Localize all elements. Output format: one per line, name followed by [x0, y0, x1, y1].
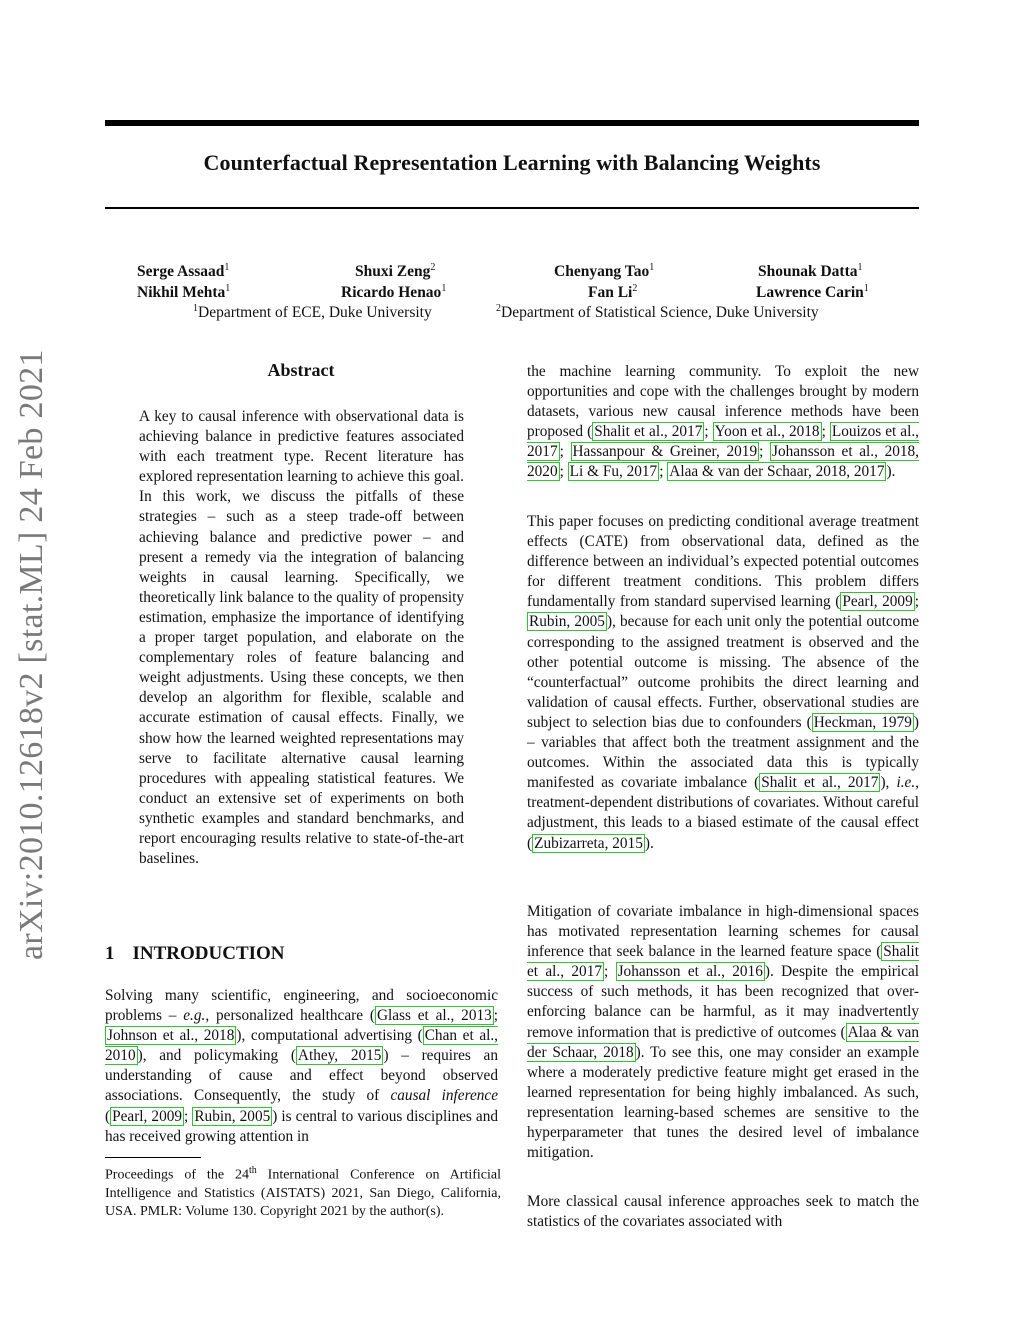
- citation-link[interactable]: Shalit et al., 2017: [527, 943, 919, 981]
- top-rule: [105, 120, 919, 126]
- footnote: Proceedings of the 24th International Conference on Artificial Intelligence and Statistics (AISTATS) 2021, San Diego, California, USA. PMLR: Volume 130. Copyright 2021 by the author(s).: [105, 1165, 501, 1219]
- citation-link[interactable]: Shalit et al., 2017: [594, 423, 703, 441]
- citation-link[interactable]: Zubizarreta, 2015: [534, 834, 643, 852]
- citation-link[interactable]: Rubin, 2005: [529, 613, 605, 631]
- citation-link[interactable]: Alaa & van der Schaar, 2018, 2017: [669, 463, 885, 481]
- author-name: Chenyang Tao$^1$: [554, 262, 655, 281]
- author-name: Shounak Datta$^1$: [758, 262, 863, 281]
- arxiv-stamp: arXiv:2010.12618v2 [stat.ML] 24 Feb 2021: [13, 349, 50, 960]
- author-name: Shuxi Zeng$^2$: [355, 262, 436, 281]
- paper-title: Counterfactual Representation Learning with Balancing Weights: [203, 150, 821, 175]
- title-rule: [105, 207, 919, 209]
- affiliation: $^2$Department of Statistical Science, Duke University: [496, 303, 819, 322]
- citation-link[interactable]: Yoon et al., 2018: [714, 423, 820, 441]
- citation-link[interactable]: Alaa & van der Schaar, 2018: [527, 1023, 919, 1061]
- right-paragraph-4: More classical causal inference approaches seek to match the statistics of the covariates associated with: [527, 1193, 919, 1231]
- right-paragraph-1: the machine learning community. To exploit the new opportunities and cope with the challenges brought by modern datasets, various new causal inference methods have been proposed ( Shalit et al., 2017 ; Yoon et al., 2018 ; Louizos et al., 2017 ; Hassanpour & Greiner, 2019 ; Johansson et al., 2018, 2020 ; Li & Fu, 2017 ; Alaa & van der Schaar, 2018, 2017 ).: [527, 363, 919, 481]
- citation-link[interactable]: Pearl, 2009: [842, 593, 913, 611]
- citation-link[interactable]: Heckman, 1979: [813, 713, 912, 731]
- citation-link[interactable]: Glass et al., 2013: [376, 1007, 492, 1025]
- abstract-text: A key to causal inference with observational data is achieving balance in predictive features associated with each treatment type. Recent literature has explored representation learning to achieve this goal. In this work, we discuss the pitfalls of these strategies – such as a steep trade-off between achieving balance and predictive power – and present a remedy via the integration of balancing weights in causal learning. Specifically, we theoretically link balance to the quality of propensity estimation, emphasize the importance of identifying a proper target population, and elaborate on the complementary roles of feature balancing and weight adjustments. Using these concepts, we then develop an algorithm for flexible, scalable and accurate estimation of causal effects. Finally, we show how the learned weighted representations may serve to facilitate alternative causal learning procedures with appealing statistical features. We conduct an extensive set of experiments on both synthetic examples and standard benchmarks, and report encouraging results relative to state-of-the-art baselines.: [139, 408, 464, 868]
- affiliation: $^1$Department of ECE, Duke University: [193, 303, 432, 322]
- citation-link[interactable]: Johnson et al., 2018: [107, 1027, 235, 1045]
- citation-link[interactable]: Athey, 2015: [297, 1047, 382, 1065]
- citation-link[interactable]: Johansson et al., 2016: [617, 963, 763, 981]
- right-paragraph-3: Mitigation of covariate imbalance in high-dimensional spaces has motivated representation learning schemes for causal inference that seek balance in the learned feature space ( Shalit et al., 2017 ; Johansson et al., 2016 ). Despite the empirical success of such methods, it has been recognized that over-enforcing balance can be harmful, as it may inadvertently remove information that is predictive of outcomes ( Alaa & van der Schaar, 2018 ). To see this, one may consider an example where a moderately predictive feature might get erased in the learned representation for being highly imbalanced. As such, representation learning-based schemes are sensitive to the hyperparameter that tunes the desired level of imbalance mitigation.: [527, 903, 919, 1162]
- abstract-heading: Abstract: [267, 360, 335, 380]
- author-name: Ricardo Henao$^1$: [341, 283, 447, 302]
- citation-link[interactable]: Li & Fu, 2017: [569, 463, 658, 481]
- footnote-rule: [105, 1157, 201, 1158]
- citation-link[interactable]: Hassanpour & Greiner, 2019: [572, 443, 758, 461]
- citation-link[interactable]: Pearl, 2009: [112, 1107, 183, 1125]
- intro-paragraph: Solving many scientific, engineering, and socioeconomic problems – e.g., personalized healthcare ( Glass et al., 2013 ; Johnson et al., 2018 ), computational advertising ( Chan et al., 2010 ), and policymaking ( Athey, 2015 ) – requires an understanding of cause and effect beyond observed associations. Consequently, the study of causal inference ( Pearl, 2009 ; Rubin, 2005 ) is central to various disciplines and has received growing attention in: [105, 987, 499, 1145]
- citation-link[interactable]: Louizos et al., 2017: [527, 423, 919, 461]
- citation-link[interactable]: Johansson et al., 2018, 2020: [527, 443, 919, 481]
- citation-link[interactable]: Rubin, 2005: [194, 1107, 271, 1125]
- author-name: Lawrence Carin$^1$: [756, 283, 869, 302]
- right-paragraph-2: This paper focuses on predicting conditional average treatment effects (CATE) from observational data, defined as the difference between an individual’s expected potential outcomes for different treatment conditions. This problem differs fundamentally from standard supervised learning ( Pearl, 2009 ; Rubin, 2005 ), because for each unit only the potential outcome corresponding to the assigned treatment is observed and the other potential outcome is missing. The absence of the “counterfactual” outcome prohibits the direct learning and validation of causal effects. Further, observational studies are subject to selection bias due to confounders ( Heckman, 1979 ) – variables that affect both the treatment assignment and the outcomes. Within the associated data this is typically manifested as covariate imbalance ( Shalit et al., 2017 ), i.e., treatment-dependent distributions of covariates. Without careful adjustment, this leads to a biased estimate of the causal effect ( Zubizarreta, 2015 ).: [527, 513, 920, 852]
- citation-link[interactable]: Chan et al., 2010: [105, 1027, 499, 1065]
- author-name: Serge Assaad$^1$: [137, 262, 230, 281]
- author-name: Fan Li$^2$: [588, 283, 638, 302]
- author-name: Nikhil Mehta$^1$: [137, 283, 231, 302]
- citation-link[interactable]: Shalit et al., 2017: [761, 774, 879, 792]
- section-heading: 1 INTRODUCTION: [105, 943, 285, 964]
